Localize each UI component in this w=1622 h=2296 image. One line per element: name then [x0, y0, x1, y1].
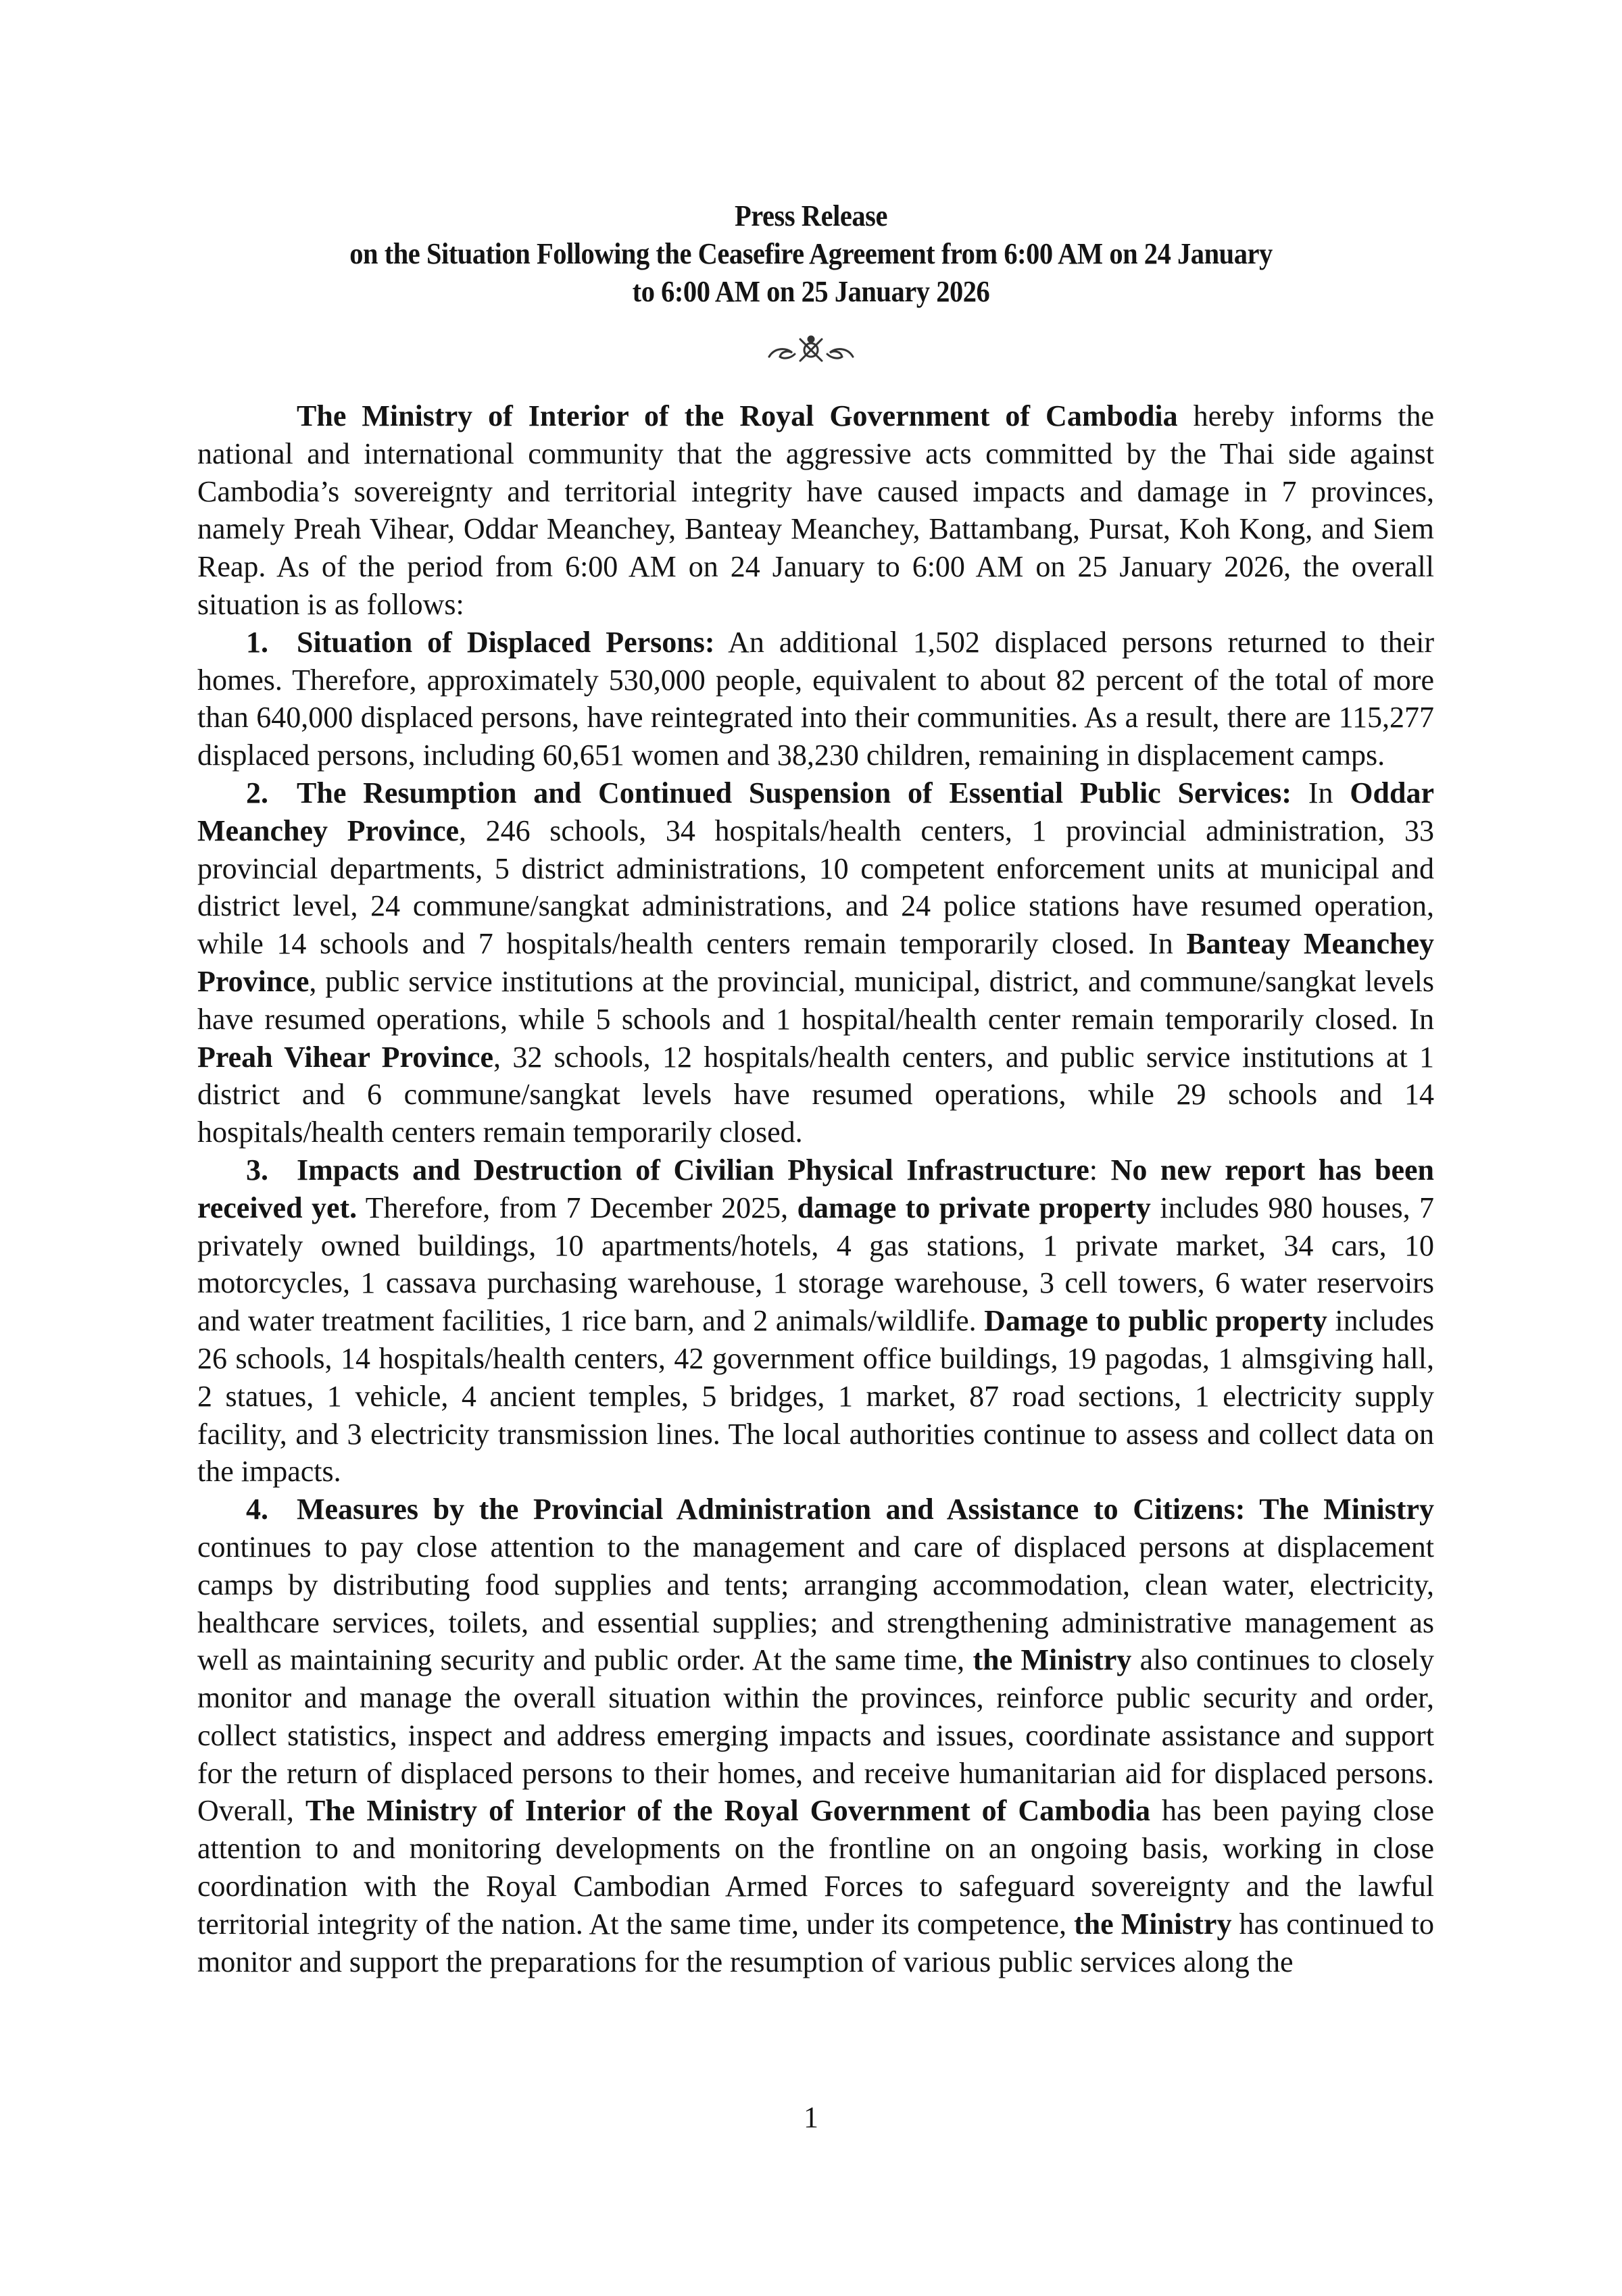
section-2	[197, 774, 1434, 1151]
section-number: 2.	[246, 776, 268, 809]
section-number: 1.	[246, 625, 268, 659]
document-title: Press Release	[735, 199, 887, 232]
section-text: also continues to closely monitor and manage the overall situation within the provinces, reinforce public security and order, collect statistics, inspect and address emerging impacts and issues, coordinate assistance and support for the return of displaced persons to their homes, and receive humanitarian aid for displaced persons. Overall,	[197, 1643, 1434, 1828]
intro-text: hereby informs the national and international community that the aggressive acts committed by the Thai side against Cambodia’s sovereignty and territorial integrity have caused impacts and damage in 7 provinces, namely Preah Vihear, Oddar Meanchey, Banteay Meanchey, Battambang, Pursat, Koh Kong, and Siem Reap. As of the period from 6:00 AM on 24 January to 6:00 AM on 25 January 2026, the overall situation is as follows:	[197, 399, 1434, 621]
intro-bold-lead: The Ministry of Interior of the Royal Government of Cambodia	[297, 399, 1178, 432]
section-text: Therefore, from 7 December 2025,	[357, 1191, 797, 1224]
ornament-icon	[757, 332, 865, 366]
section-text: :	[1089, 1153, 1111, 1187]
section-text: continues to pay close attention to the management and care of displaced persons at displacement camps by distributing food supplies and tents; arranging accommodation, clean water, electricity, healthcare services, toilets, and essential supplies; and strengthening administrative management as well as maintaining security and public order. At the same time,	[197, 1530, 1434, 1677]
ministry-ref: The Ministry	[1245, 1493, 1435, 1526]
section-text: , 246 schools, 34 hospitals/health centers, 1 provincial administration, 33 provincial departments, 5 district administrations, 10 competent enforcement units at municipal and district level, 24 commune/sangkat administrations, and 24 police stations have resumed operation, while 14 schools and 7 hospitals/health centers remain temporarily closed. In	[197, 814, 1434, 961]
public-property-label: Damage to public property	[984, 1304, 1327, 1338]
intro-paragraph	[197, 397, 1434, 624]
section-number: 4.	[246, 1493, 268, 1526]
document-subtitle-line2: to 6:00 AM on 25 January 2026	[632, 275, 990, 308]
section-text: includes 26 schools, 14 hospitals/health centers, 42 government office buildings, 19 pagodas, 1 almsgiving hall, 2 statues, 1 vehicle, 4 ancient temples, 5 bridges, 1 market, 87 road sections, 1 electricity supply facility, and 3 electricity transmission lines. The local authorities continue to assess and collect data on the impacts.	[197, 1304, 1435, 1489]
ministry-ref: the Ministry	[1074, 1907, 1232, 1941]
ministry-full-name: The Ministry of Interior of the Royal Government of Cambodia	[305, 1794, 1150, 1828]
section-text: , 32 schools, 12 hospitals/health centers, and public service institutions at 1 district and 6 commune/sangkat levels have resumed operations, while 29 schools and 14 hospitals/health centers remain temporarily closed.	[197, 1040, 1434, 1149]
province-banteay-meanchey: Banteay Meanchey Province	[197, 927, 1434, 998]
section-text: , public service institutions at the provincial, municipal, district, and commune/sangkat levels have resumed operations, while 5 schools and 1 hospital/health center remain temporarily closed. In	[197, 964, 1434, 1036]
province-oddar-meanchey: Oddar Meanchey Province	[197, 776, 1434, 847]
section-1	[197, 624, 1434, 774]
section-text: In	[1292, 776, 1350, 809]
private-property-label: damage to private property	[797, 1191, 1151, 1224]
section-heading: Measures by the Provincial Administration and Assistance to Citizens:	[297, 1493, 1246, 1526]
section-heading: The Resumption and Continued Suspension of Essential Public Services:	[297, 776, 1292, 809]
section-number: 3.	[246, 1153, 268, 1187]
page-number: 1	[804, 2101, 818, 2134]
document-body	[197, 397, 1434, 1980]
section-heading: Impacts and Destruction of Civilian Physical Infrastructure	[297, 1153, 1089, 1187]
document-subtitle-line1: on the Situation Following the Ceasefire Agreement from 6:00 AM on 24 January	[349, 237, 1273, 270]
no-new-report: No new report has been received yet.	[197, 1153, 1434, 1224]
section-text: An additional 1,502 displaced persons returned to their homes. Therefore, approximately 530,000 people, equivalent to about 82 percent of the total of more than 640,000 displaced persons, have reintegrated into their communities. As a result, there are 115,277 displaced persons, including 60,651 women and 38,230 children, remaining in displacement camps.	[197, 625, 1434, 772]
section-text: has been paying close attention to and monitoring developments on the frontline on an ongoing basis, working in close coordination with the Royal Cambodian Armed Forces to safeguard sovereignty and the lawful territorial integrity of the nation. At the same time, under its competence,	[197, 1794, 1434, 1941]
section-4	[197, 1491, 1434, 1980]
document-header	[0, 197, 1622, 311]
section-text: includes 980 houses, 7 privately owned buildings, 10 apartments/hotels, 4 gas stations, 1 private market, 34 cars, 10 motorcycles, 1 cassava purchasing warehouse, 1 storage warehouse, 3 cell towers, 6 water reservoirs and water treatment facilities, 1 rice barn, and 2 animals/wildlife.	[197, 1191, 1434, 1338]
province-preah-vihear: Preah Vihear Province	[197, 1040, 493, 1074]
section-heading: Situation of Displaced Persons:	[297, 625, 715, 659]
section-text: has continued to monitor and support the preparations for the resumption of various public services along the	[197, 1907, 1435, 1978]
section-3	[197, 1151, 1434, 1491]
ministry-ref: the Ministry	[973, 1643, 1132, 1677]
